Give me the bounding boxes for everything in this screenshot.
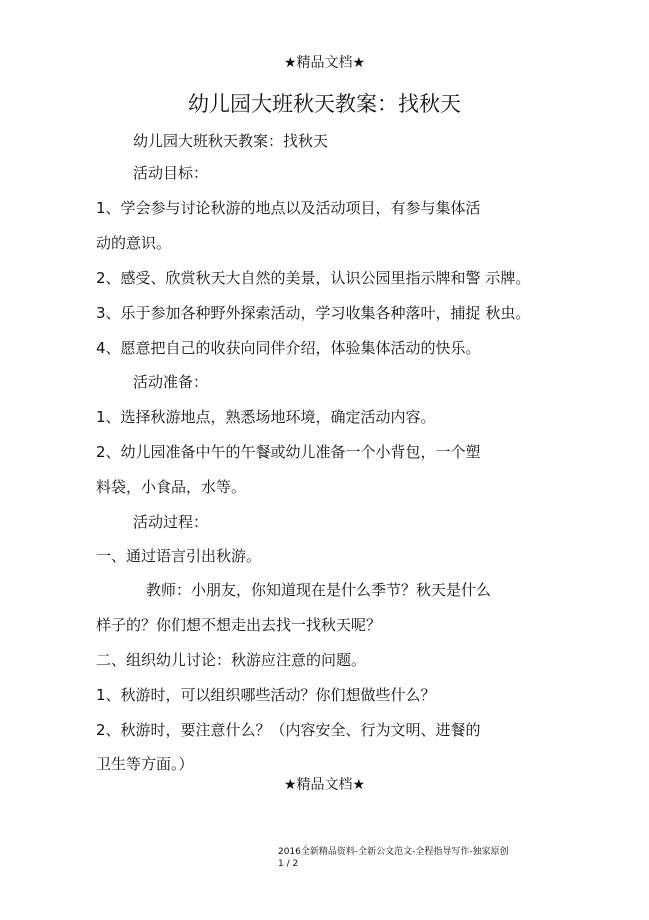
body-line: 一、通过语言引出秋游。 [96,547,262,565]
section-heading-preparation: 活动准备： [133,373,209,391]
body-line: 二、组织幼儿讨论：秋游应注意的问题。 [96,651,367,669]
body-line: 2、感受、欣赏秋天大自然的美景，认识公园里指示牌和警 示牌。 [96,269,531,287]
section-heading-process: 活动过程： [133,513,209,531]
body-line: 3、乐于参加各种野外探索活动，学习收集各种落叶，捕捉 秋虫。 [96,304,531,322]
subtitle-line: 幼儿园大班秋天教案：找秋天 [133,132,329,150]
footer-quality-mark: ★精品文档★ [283,777,366,793]
body-line: 教师：小朋友，你知道现在是什么季节？秋天是什么 [146,581,492,599]
body-line: 动的意识。 [96,234,172,252]
body-line: 2、秋游时，要注意什么？（内容安全、行为文明、进餐的 [96,721,481,739]
document-title: 幼儿园大班秋天教案：找秋天 [188,92,461,116]
body-line: 卫生等方面。） [96,755,194,773]
body-line: 1、学会参与讨论秋游的地点以及活动项目，有参与集体活 [96,199,481,217]
body-line: 料袋，小食品，水等。 [96,478,247,496]
body-line: 1、选择秋游地点，熟悉场地环境，确定活动内容。 [96,408,436,426]
body-line: 样子的？你们想不想走出去找一找秋天呢？ [96,616,382,634]
body-line: 4、愿意把自己的收获向同伴介绍，体验集体活动的快乐。 [96,339,481,357]
section-heading-goals: 活动目标： [133,164,209,182]
header-quality-mark: ★精品文档★ [283,55,366,71]
body-line: 2、幼儿园准备中午的午餐或幼儿准备一个小背包，一个塑 [96,443,481,461]
footer-note: 2016全新精品资料-全新公文范文-全程指导写作-独家原创 [278,847,509,857]
body-line: 1、秋游时，可以组织哪些活动？你们想做些什么？ [96,686,436,704]
page-number: 1 / 2 [278,859,299,869]
